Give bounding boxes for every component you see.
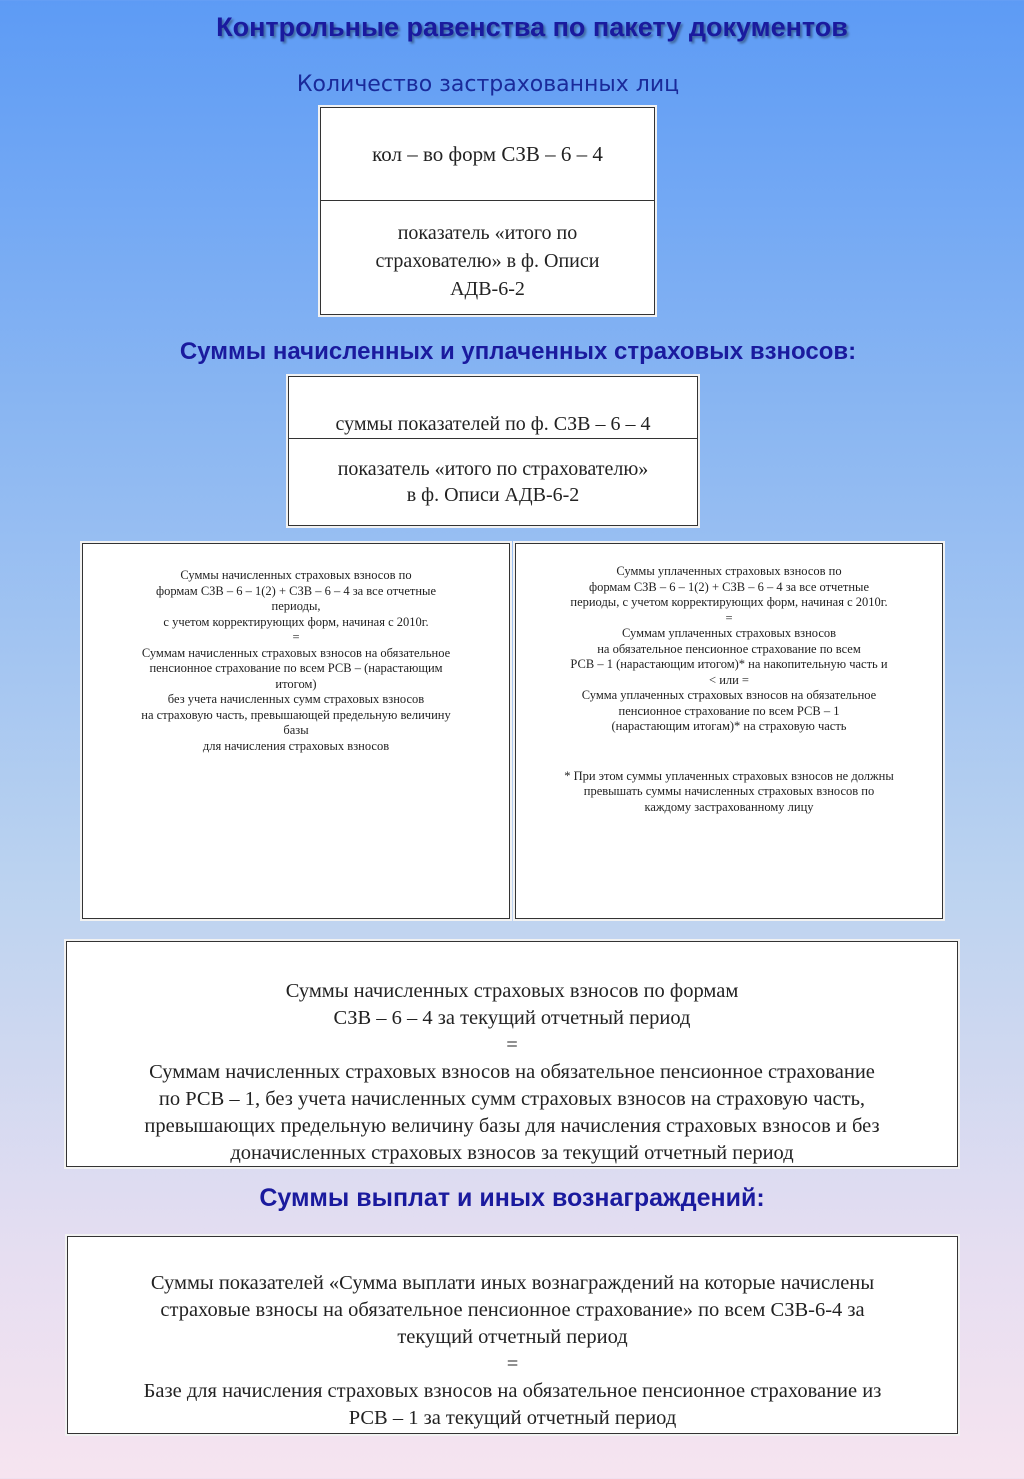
contributions-summary-box bbox=[288, 376, 698, 526]
payments-text: Суммы показателей «Сумма выплати иных вознаграждений на которые начислены страховые взносы на обязательное пенсионное страхование» по всем СЗВ-6-4 за текущий отчетный период = Базе для начисления страховых взносов на обязательное пенсионное страхование из РСВ – 1 за текущий отчетный период bbox=[143, 1272, 882, 1429]
section-heading-payments: Суммы выплат и иных вознаграждений: bbox=[259, 1184, 765, 1212]
box2-bottom-cell bbox=[289, 439, 697, 525]
accrued-contributions-text: Суммы начисленных страховых взносов по формам СЗВ – 6 – 1(2) + СЗВ – 6 – 4 за все отчетные периоды, с учетом корректирующих форм, начиная с 2010г. = Суммам начисленных страховых взносов на обязательное пенсионное страхование по всем РСВ – (нарастающим итогом) без учета начисленных сумм страховых взносов на страховую часть, превышающей предельную величину базы для начисления страховых взносов bbox=[141, 568, 451, 753]
section-heading-contributions: Суммы начисленных и уплаченных страховых взносов: bbox=[179, 338, 857, 365]
insured-count-subtitle: Количество застрахованных лиц bbox=[296, 72, 680, 97]
paid-contributions-box bbox=[515, 543, 943, 919]
box2-bottom-text: показатель «итого по страхователю» в ф. Описи АДВ-6-2 bbox=[337, 458, 649, 506]
box2-top-text: суммы показателей по ф. СЗВ – 6 – 4 bbox=[335, 413, 651, 435]
box1-bottom-cell bbox=[321, 201, 654, 315]
paid-contributions-note: * При этом суммы уплаченных страховых взносов не должны превышать суммы начисленных страховых взносов по каждому застрахованному лицу bbox=[564, 768, 894, 814]
insured-count-box bbox=[320, 107, 655, 315]
box2-top-cell bbox=[289, 377, 697, 439]
current-period-accrued-text: Суммы начисленных страховых взносов по формам СЗВ – 6 – 4 за текущий отчетный период = Суммам начисленных страховых взносов на обязательное пенсионное страхование по РСВ – 1, без учета начисленных сумм страховых взносов на страховую часть, превышающих предельную величину базы для начисления страховых взносов и без доначисленных страховых взносов за текущий отчетный период bbox=[144, 980, 880, 1164]
box1-bottom-text: показатель «итого по страхователю» в ф. Описи АДВ-6-2 bbox=[375, 222, 600, 300]
payments-box bbox=[67, 1236, 958, 1434]
box1-top-text: кол – во форм СЗВ – 6 – 4 bbox=[372, 141, 603, 166]
accrued-contributions-box bbox=[82, 543, 510, 919]
box1-top-cell bbox=[321, 108, 654, 201]
paid-contributions-text: Суммы уплаченных страховых взносов по формам СЗВ – 6 – 1(2) + СЗВ – 6 – 4 за все отчетные периоды, с учетом корректирующих форм, начиная с 2010г. = Суммам уплаченных страховых взносов на обязательное пенсионное страхование по всем РСВ – 1 (нарастающим итогом)* на накопительную часть и < или = Сумма уплаченных страховых взносов на обязательное пенсионное страхование по всем РСВ – 1 (нарастающим итогам)* на страховую часть bbox=[570, 564, 888, 733]
page-title: Контрольные равенства по пакету документов bbox=[216, 12, 848, 42]
current-period-accrued-box bbox=[66, 941, 958, 1167]
